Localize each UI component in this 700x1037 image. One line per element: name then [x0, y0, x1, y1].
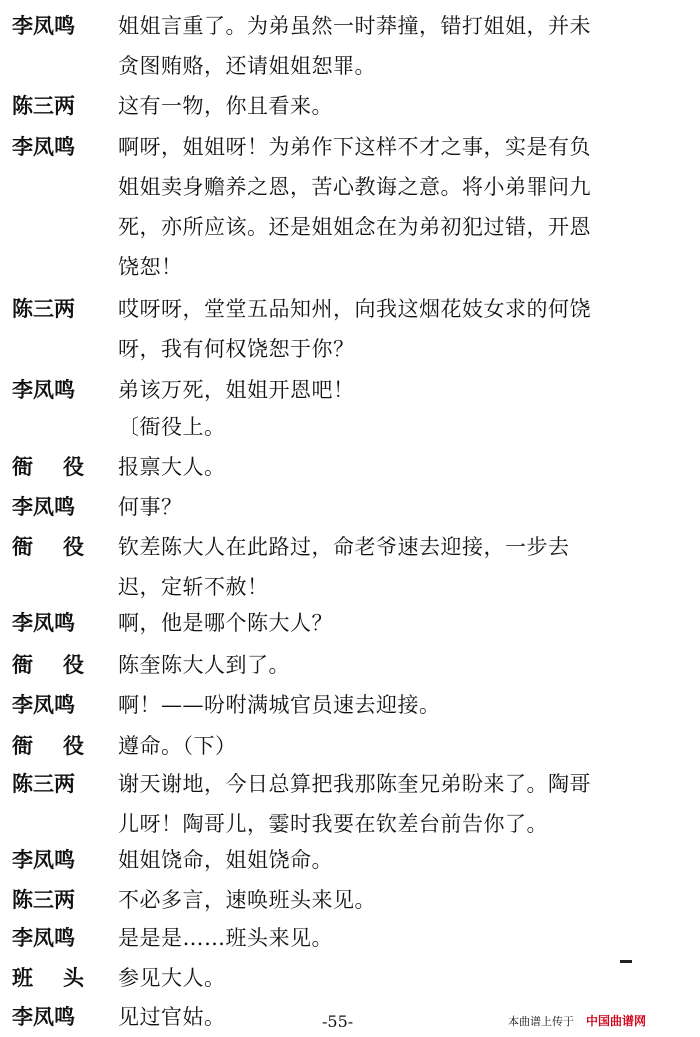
speaker-name: 衙役 — [12, 733, 114, 758]
dialogue-line: 不必多言，速唤班头来见。 — [118, 888, 376, 912]
dialogue-line: 何事？ — [118, 495, 183, 519]
speaker-name: 李凤鸣 — [12, 13, 75, 38]
dialogue-line: 这有一物，你且看来。 — [118, 94, 333, 118]
dialogue-line: 见过官姑。 — [118, 1005, 226, 1029]
dialogue-line: 谢天谢地，今日总算把我那陈奎兄弟盼来了。陶哥 — [118, 772, 591, 796]
upload-credit: 本曲谱上传于 — [508, 1015, 574, 1028]
speaker-name: 陈三两 — [12, 887, 75, 912]
dialogue-line: 死，亦所应该。还是姐姐念在为弟初犯过错，开恩 — [118, 215, 591, 239]
dialogue-line: 姐姐饶命，姐姐饶命。 — [118, 848, 333, 872]
page-number: -55- — [322, 1012, 354, 1031]
dialogue-line: 饶恕！ — [118, 255, 183, 279]
dialogue-line: 啊，他是哪个陈大人？ — [118, 611, 333, 635]
dialogue-line: 报禀大人。 — [118, 455, 226, 479]
dialogue-line: 贪图贿赂，还请姐姐恕罪。 — [118, 54, 376, 78]
dialogue-line: 啊！——吩咐满城官员速去迎接。 — [118, 693, 441, 717]
speaker-name: 衙役 — [12, 652, 114, 677]
ink-speck — [620, 960, 632, 963]
speaker-name: 衙役 — [12, 454, 114, 479]
dialogue-line: 遵命。（下） — [118, 734, 237, 758]
speaker-name: 李凤鸣 — [12, 692, 75, 717]
dialogue-line: 〔衙役上。 — [118, 415, 226, 439]
dialogue-line: 啊呀，姐姐呀！为弟作下这样不才之事，实是有负 — [118, 135, 591, 159]
dialogue-line: 迟，定斩不赦！ — [118, 575, 269, 599]
dialogue-line: 姐姐言重了。为弟虽然一时莽撞，错打姐姐，并未 — [118, 14, 591, 38]
speaker-name: 陈三两 — [12, 296, 75, 321]
speaker-name: 李凤鸣 — [12, 377, 75, 402]
dialogue-line: 姐姐卖身赡养之恩，苦心教诲之意。将小弟罪问九 — [118, 175, 591, 199]
speaker-name: 李凤鸣 — [12, 925, 75, 950]
dialogue-line: 参见大人。 — [118, 966, 226, 990]
site-logo: 中国曲谱网 — [586, 1014, 647, 1028]
dialogue-line: 是是是……班头来见。 — [118, 926, 333, 950]
speaker-name: 李凤鸣 — [12, 847, 75, 872]
dialogue-line: 儿呀！陶哥儿，霎时我要在钦差台前告你了。 — [118, 812, 548, 836]
speaker-name: 李凤鸣 — [12, 1004, 75, 1029]
dialogue-line: 钦差陈大人在此路过，命老爷速去迎接，一步去 — [118, 535, 570, 559]
dialogue-line: 陈奎陈大人到了。 — [118, 653, 290, 677]
speaker-name: 李凤鸣 — [12, 494, 75, 519]
speaker-name: 衙役 — [12, 534, 114, 559]
speaker-name: 班头 — [12, 965, 114, 990]
speaker-name: 陈三两 — [12, 93, 75, 118]
speaker-name: 陈三两 — [12, 771, 75, 796]
dialogue-line: 哎呀呀，堂堂五品知州，向我这烟花妓女求的何饶 — [118, 297, 591, 321]
dialogue-line: 呀，我有何权饶恕于你？ — [118, 337, 355, 361]
speaker-name: 李凤鸣 — [12, 134, 75, 159]
speaker-name: 李凤鸣 — [12, 610, 75, 635]
dialogue-line: 弟该万死，姐姐开恩吧！ — [118, 378, 355, 402]
